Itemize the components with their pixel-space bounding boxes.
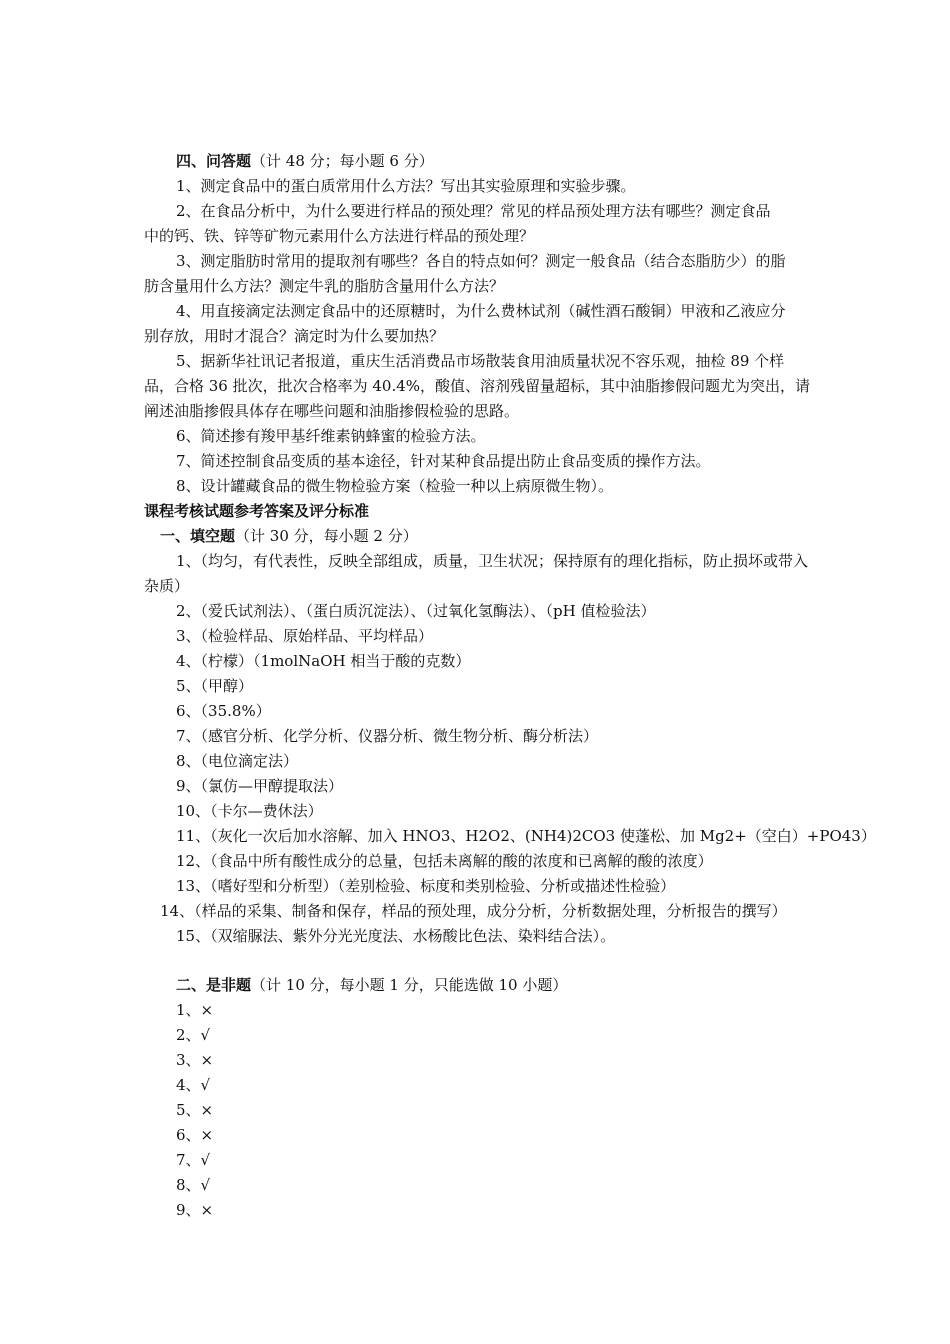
true-false-item: 2、√ bbox=[176, 1026, 211, 1044]
question-5-line-2: 品，合格 36 批次，批次合格率为 40.4%，酸值、溶剂残留量超标，其中油脂掺假问题尤为突出，请 bbox=[144, 377, 811, 395]
answer-1-line-1: 1、（均匀，有代表性，反映全部组成，质量，卫生状况；保持原有的理化指标，防止损坏或带入 bbox=[176, 552, 809, 570]
question-1: 1、测定食品中的蛋白质常用什么方法？写出其实验原理和实验步骤。 bbox=[176, 177, 636, 195]
true-false-item: 4、√ bbox=[176, 1076, 211, 1094]
section4-heading-note: （计 48 分；每小题 6 分） bbox=[251, 152, 434, 170]
answer-3: 3、（检验样品、原始样品、平均样品） bbox=[176, 627, 434, 645]
answer-15: 15、（双缩脲法、紫外分光光度法、水杨酸比色法、染料结合法）。 bbox=[176, 927, 616, 945]
answer-4: 4、（柠檬）（1molNaOH 相当于酸的克数） bbox=[176, 652, 471, 670]
section4-heading-line bbox=[176, 150, 434, 172]
question-8: 8、设计罐藏食品的微生物检验方案（检验一种以上病原微生物）。 bbox=[176, 477, 614, 495]
true-false-item: 1、× bbox=[176, 1001, 214, 1019]
question-4-line-2: 别存放，用时才混合？滴定时为什么要加热？ bbox=[144, 327, 445, 345]
answer-12: 12、（食品中所有酸性成分的总量，包括未离解的酸的浓度和已离解的酸的浓度） bbox=[176, 852, 713, 870]
answers-title: 课程考核试题参考答案及评分标准 bbox=[144, 502, 370, 520]
true-false-item: 9、× bbox=[176, 1201, 214, 1219]
true-false-item: 7、√ bbox=[176, 1151, 211, 1169]
answer-1-line-2: 杂质） bbox=[144, 577, 190, 595]
question-2-line-1: 2、在食品分析中，为什么要进行样品的预处理？常见的样品预处理方法有哪些？测定食品 bbox=[176, 202, 771, 220]
answer-6: 6、（35.8%） bbox=[176, 702, 271, 720]
true-false-item: 3、× bbox=[176, 1051, 214, 1069]
question-2-line-2: 中的钙、铁、锌等矿物元素用什么方法进行样品的预处理？ bbox=[144, 227, 535, 245]
question-6: 6、简述掺有羧甲基纤维素钠蜂蜜的检验方法。 bbox=[176, 427, 486, 445]
section4-heading: 四、问答题 bbox=[176, 152, 252, 170]
answer-2: 2、（爱氏试剂法）、（蛋白质沉淀法）、（过氧化氢酶法）、（pH 值检验法） bbox=[176, 602, 656, 620]
answer-11: 11、（灰化一次后加水溶解、加入 HNO3、H2O2、(NH4)2CO3 使蓬松、加 Mg2+（空白）+PO43） bbox=[176, 827, 876, 845]
answer-8: 8、（电位滴定法） bbox=[176, 752, 299, 770]
answer-14: 14、（样品的采集、制备和保存，样品的预处理，成分分析，分析数据处理，分析报告的撰写） bbox=[160, 902, 787, 920]
question-5-line-3: 阐述油脂掺假具体存在哪些问题和油脂掺假检验的思路。 bbox=[144, 402, 520, 420]
answer-10: 10、（卡尔—费休法） bbox=[176, 802, 323, 820]
answer-13: 13、（嗜好型和分析型）（差别检验、标度和类别检验、分析或描述性检验） bbox=[176, 877, 676, 895]
question-4-line-1: 4、用直接滴定法测定食品中的还原糖时，为什么费林试剂（碱性酒石酸铜）甲液和乙液应分 bbox=[176, 302, 786, 320]
answer-9: 9、（氯仿—甲醇提取法） bbox=[176, 777, 344, 795]
true-false-item: 8、√ bbox=[176, 1176, 211, 1194]
section2-heading-note: （计 10 分，每小题 1 分，只能选做 10 小题） bbox=[251, 976, 568, 994]
answer-7: 7、（感官分析、化学分析、仪器分析、微生物分析、酶分析法） bbox=[176, 727, 599, 745]
section1-heading-line bbox=[160, 525, 418, 547]
section1-heading: 一、填空题 bbox=[160, 527, 236, 545]
question-3-line-2: 肪含量用什么方法？测定牛乳的脂肪含量用什么方法？ bbox=[144, 277, 505, 295]
true-false-item: 6、× bbox=[176, 1126, 214, 1144]
answer-5: 5、（甲醇） bbox=[176, 677, 254, 695]
question-3-line-1: 3、测定脂肪时常用的提取剂有哪些？各自的特点如何？测定一般食品（结合态脂肪少）的脂 bbox=[176, 252, 786, 270]
section2-heading-line bbox=[176, 974, 567, 996]
question-7: 7、简述控制食品变质的基本途径，针对某种食品提出防止食品变质的操作方法。 bbox=[176, 452, 711, 470]
question-5-line-1: 5、据新华社讯记者报道，重庆生活消费品市场散装食用油质量状况不容乐观，抽检 89 个样 bbox=[176, 352, 785, 370]
section1-heading-note: （计 30 分，每小题 2 分） bbox=[235, 527, 418, 545]
true-false-item: 5、× bbox=[176, 1101, 214, 1119]
section2-heading: 二、是非题 bbox=[176, 976, 252, 994]
